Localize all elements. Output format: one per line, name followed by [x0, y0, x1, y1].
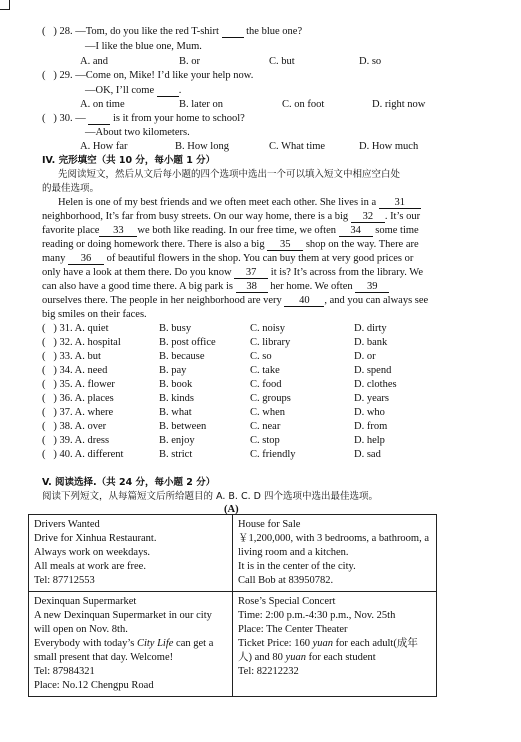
ad-text: can get a	[176, 638, 214, 649]
ad-title: Drivers Wanted	[34, 519, 100, 530]
q29-reply	[85, 84, 181, 97]
passage-text: Helen is one of my best friends and we often meet each other. She lives in a	[58, 197, 377, 208]
ad-line: Drive for Xinhua Restaurant.	[34, 533, 157, 544]
passage-line-5	[42, 252, 413, 265]
blank-36: 36	[68, 253, 104, 265]
ad-text: for each student	[308, 652, 376, 663]
blank-40: 40	[284, 295, 324, 307]
blank-32: 32	[351, 211, 385, 223]
cloze-31-option-d: D. dirty	[354, 323, 387, 334]
cloze-33-option-c: C. so	[250, 351, 272, 362]
passage-text: we both like reading. In our free time, we often	[137, 225, 336, 236]
passage-text: reading or doing homework there. There is also a big	[42, 239, 265, 250]
q29-option-a: A. on time	[80, 99, 125, 110]
ad-line	[34, 637, 227, 651]
q29-option-d: D. right now	[372, 99, 426, 110]
ad-text: Everybody with today’s	[34, 638, 135, 649]
cloze-40-question-number-option-a: ( ) 40. A. different	[42, 449, 124, 460]
cloze-37-option-b: B. what	[159, 407, 192, 418]
blank-35: 35	[267, 239, 303, 251]
passage-text: . It’s our	[384, 211, 421, 222]
ad-phone: Tel: 82212232	[238, 666, 299, 677]
q29-option-b: B. later on	[179, 99, 224, 110]
cloze-33-option-b: B. because	[159, 351, 205, 362]
cloze-31-option-b: B. busy	[159, 323, 192, 334]
q30-stem-tail: is it from your home to school?	[113, 113, 245, 124]
q30-reply: —About two kilometers.	[85, 127, 190, 138]
ad-phone: Tel: 87712553	[34, 575, 95, 586]
question-30	[42, 112, 245, 125]
passage-line-1	[58, 196, 421, 209]
cloze-34-question-number-option-a: ( ) 34. A. need	[42, 365, 108, 376]
ad-line	[238, 651, 431, 665]
passage-text: it is? It’s across from the library. We	[270, 267, 424, 278]
passage-line-6	[42, 266, 423, 279]
question-28	[42, 25, 302, 38]
passage-text: ourselves there. The people in her neighborhood are very	[42, 295, 282, 306]
cloze-36-option-c: C. groups	[250, 393, 291, 404]
ad-title: Rose’s Special Concert	[238, 596, 336, 607]
ad-line: It is in the center of the city.	[238, 561, 356, 572]
cloze-34-option-b: B. pay	[159, 365, 187, 376]
crop-mark-horizontal	[0, 9, 9, 10]
q29-blank	[157, 85, 179, 97]
q28-option-b: B. or	[179, 56, 200, 67]
ad-title: Dexinquan Supermarket	[34, 596, 137, 607]
cloze-36-option-d: D. years	[354, 393, 389, 404]
cloze-36-question-number-option-a: ( ) 36. A. places	[42, 393, 114, 404]
ad-line: will open on Nov. 8th.	[34, 624, 128, 635]
section-4-heading: IV. 完形填空（共 10 分，每小题 1 分）	[42, 155, 216, 166]
cloze-38-option-b: B. between	[159, 421, 207, 432]
passage-text: can also have a good time there. A big park is	[42, 281, 233, 292]
cloze-37-option-c: C. when	[250, 407, 285, 418]
cloze-39-question-number-option-a: ( ) 39. A. dress	[42, 435, 110, 446]
passage-text: many	[42, 253, 66, 264]
blank-37: 37	[234, 267, 268, 279]
cloze-40-option-b: B. strict	[159, 449, 193, 460]
passage-text: only have a look at them there. Do you know	[42, 267, 232, 278]
ad-line: living room and a kitchen.	[238, 547, 349, 558]
cloze-32-option-b: B. post office	[159, 337, 216, 348]
cloze-39-option-b: B. enjoy	[159, 435, 195, 446]
q28-option-a: A. and	[80, 56, 108, 67]
cloze-38-option-c: C. near	[250, 421, 281, 432]
ad-concert	[233, 592, 437, 697]
ad-text-italic: yuan	[285, 652, 306, 663]
passage-text: neighborhood, It’s far from busy streets. On our way home, there is a big	[42, 211, 349, 222]
passage-line-4	[42, 238, 419, 251]
ad-text-italic: City Life	[136, 638, 174, 649]
cloze-38-option-d: D. from	[354, 421, 388, 432]
q28-stem: ( ) 28. —Tom, do you like the red T-shirt	[42, 26, 219, 37]
cloze-34-option-d: D. spend	[354, 365, 392, 376]
cloze-34-option-c: C. take	[250, 365, 280, 376]
q30-option-a: A. How far	[80, 141, 128, 152]
cloze-36-option-b: B. kinds	[159, 393, 195, 404]
ad-line	[238, 637, 431, 651]
ad-text: 人) and 80	[238, 652, 283, 663]
cloze-35-question-number-option-a: ( ) 35. A. flower	[42, 379, 115, 390]
q28-reply: —I like the blue one, Mum.	[85, 41, 202, 52]
q29-option-c: C. on foot	[282, 99, 325, 110]
ad-title: House for Sale	[238, 519, 301, 530]
passage-a-label: (A)	[224, 504, 239, 515]
ad-address: Place: No.12 Chengpu Road	[34, 680, 154, 691]
q28-option-c: C. but	[269, 56, 295, 67]
passage-text: shop on the way. There are	[305, 239, 419, 250]
ad-text: for each adult(成年	[335, 638, 418, 649]
cloze-35-option-b: B. book	[159, 379, 193, 390]
passage-text: her home. We often	[270, 281, 353, 292]
ad-line: Always work on weekdays.	[34, 547, 151, 558]
ad-line: Time: 2:00 p.m.-4:30 p.m., Nov. 25th	[238, 610, 396, 621]
passage-text: some time	[375, 225, 419, 236]
q29-reply-end: .	[178, 85, 182, 96]
ad-drivers-wanted	[29, 515, 233, 592]
ad-line: ￥1,200,000, with 3 bedrooms, a bathroom, a	[238, 533, 430, 544]
cloze-31-option-c: C. noisy	[250, 323, 286, 334]
cloze-38-question-number-option-a: ( ) 38. A. over	[42, 421, 107, 432]
q28-stem-tail: the blue one?	[246, 26, 303, 37]
blank-31: 31	[379, 197, 421, 209]
cloze-32-option-d: D. bank	[354, 337, 388, 348]
q29-stem: ( ) 29. —Come on, Mike! I’d like your help now.	[42, 70, 254, 81]
cloze-32-question-number-option-a: ( ) 32. A. hospital	[42, 337, 121, 348]
passage-line-8	[42, 294, 428, 307]
cloze-33-question-number-option-a: ( ) 33. A. but	[42, 351, 101, 362]
section-5-heading: V. 阅读选择.（共 24 分，每小题 2 分）	[42, 477, 216, 488]
ad-line: All meals at work are free.	[34, 561, 146, 572]
blank-38: 38	[236, 281, 268, 293]
section-4-instructions: 先阅读短文，然后从文后每小题的四个选项中选出一个可以填入短文中相应空白处	[58, 169, 401, 180]
cloze-40-option-d: D. sad	[354, 449, 381, 460]
cloze-39-option-d: D. help	[354, 435, 385, 446]
passage-text: of beautiful flowers in the shop. You can buy them at very good prices or	[106, 253, 414, 264]
passage-text: favorite place	[42, 225, 100, 236]
ad-line: small present that day. Welcome!	[34, 652, 174, 663]
cloze-35-option-d: D. clothes	[354, 379, 397, 390]
passage-line-7	[42, 280, 389, 293]
ad-supermarket	[29, 592, 233, 697]
ad-phone: Tel: 87984321	[34, 666, 95, 677]
cloze-37-option-d: D. who	[354, 407, 385, 418]
q30-blank	[88, 113, 110, 125]
passage-line-3	[42, 224, 419, 237]
cloze-33-option-d: D. or	[354, 351, 376, 362]
q30-option-c: C. What time	[269, 141, 326, 152]
ad-house-for-sale	[233, 515, 437, 592]
q30-stem: ( ) 30. —	[42, 113, 86, 124]
passage-line-2	[42, 210, 420, 223]
ad-phone: Call Bob at 83950782.	[238, 575, 334, 586]
crop-mark-vertical	[9, 0, 10, 10]
blank-34: 34	[339, 225, 373, 237]
ad-text: Ticket Price: 160	[238, 638, 310, 649]
passage-line-9: big smiles on their faces.	[42, 309, 147, 320]
section-4-instructions-cont: 的最佳选项。	[42, 183, 100, 194]
q28-option-d: D. so	[359, 56, 382, 67]
cloze-40-option-c: C. friendly	[250, 449, 296, 460]
cloze-37-question-number-option-a: ( ) 37. A. where	[42, 407, 114, 418]
cloze-31-question-number-option-a: ( ) 31. A. quiet	[42, 323, 109, 334]
blank-33: 33	[99, 225, 137, 237]
q30-option-d: D. How much	[359, 141, 419, 152]
q28-blank	[222, 26, 244, 38]
passage-text: , and you can always see	[324, 295, 429, 306]
section-5-instructions: 阅读下列短文，从每篇短文后所给题目的 A. B. C. D 四个选项中选出最佳选项。	[42, 491, 378, 502]
ads-table	[28, 514, 437, 697]
blank-39: 39	[355, 281, 389, 293]
q30-option-b: B. How long	[175, 141, 229, 152]
cloze-35-option-c: C. food	[250, 379, 282, 390]
ad-line: A new Dexinquan Supermarket in our city	[34, 610, 212, 621]
ad-line: Place: The Center Theater	[238, 624, 348, 635]
cloze-39-option-c: C. stop	[250, 435, 280, 446]
q29-reply-text: —OK, I’ll come	[85, 85, 155, 96]
ad-text-italic: yuan	[312, 638, 333, 649]
cloze-32-option-c: C. library	[250, 337, 291, 348]
